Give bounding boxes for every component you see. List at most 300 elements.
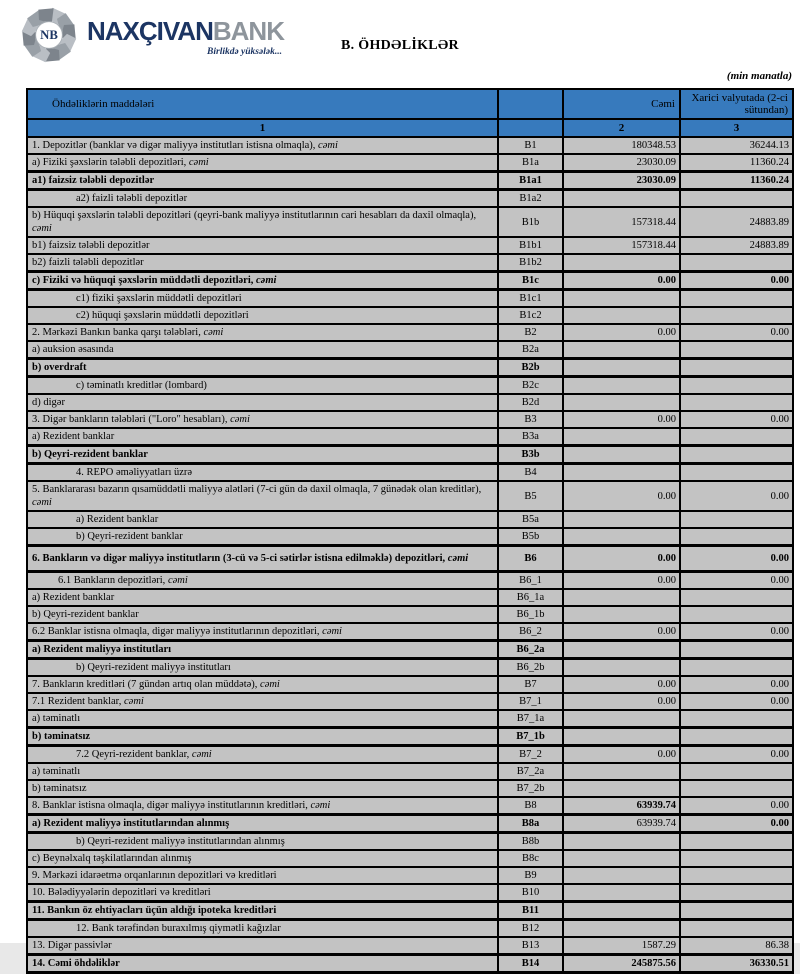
row-code-cell [498, 676, 563, 693]
table-row [27, 955, 793, 973]
row-code-cell [498, 546, 563, 572]
row-label: a) Rezident banklar [32, 592, 115, 603]
row-code: B1 [524, 140, 537, 151]
row-total-cell [563, 359, 680, 377]
row-foreign-cell [680, 606, 793, 623]
row-total-cell [563, 377, 680, 395]
row-total-cell [563, 780, 680, 797]
row-code-cell [498, 780, 563, 797]
table-row [27, 797, 793, 815]
row-foreign-cell: 11360.24 [680, 172, 793, 190]
row-label-cell [27, 511, 498, 528]
row-total-cell: 0.00 [563, 411, 680, 428]
row-code: B7_2b [516, 783, 545, 794]
row-code-cell [498, 850, 563, 867]
row-code-cell [498, 359, 563, 377]
table-row [27, 780, 793, 797]
row-foreign-cell: 86.38 [680, 937, 793, 955]
table-row [27, 623, 793, 641]
row-foreign-cell [680, 833, 793, 851]
row-code-cell [498, 867, 563, 884]
row-code: B13 [521, 940, 540, 951]
table-header-row [27, 89, 793, 119]
header-code-cell [498, 89, 563, 119]
row-label: 12. Bank tərəfindən buraxılmış qiymətli kağızlar [76, 923, 281, 934]
row-label-suffix: cəmi [124, 696, 144, 707]
table-row [27, 428, 793, 446]
row-code-cell [498, 464, 563, 482]
table-row [27, 572, 793, 590]
row-label: b) Hüquqi şəxslərin tələbli depozitləri (qeyri-bank maliyyə institutlarının cari hesabları da daxil olmaqla), [32, 210, 477, 221]
row-foreign-cell [680, 763, 793, 780]
row-label-suffix: cəmi [167, 575, 188, 586]
page-title: B. ÖHDƏLİKLƏR [341, 38, 459, 53]
row-foreign-cell [680, 728, 793, 746]
row-total-cell: 0.00 [563, 481, 680, 511]
header-items-label: Öhdəliklərin maddələri [27, 89, 498, 119]
row-label-suffix: cəmi [322, 626, 342, 637]
row-label: b) overdraft [32, 362, 87, 373]
row-foreign-cell: 36330.51 [680, 955, 793, 973]
row-code: B6_2a [516, 644, 545, 655]
row-label: a) təminatlı [32, 766, 81, 777]
bank-logo [20, 6, 284, 64]
row-label-cell [27, 411, 498, 428]
row-label: 6.1 Bankların depozitləri, [58, 575, 168, 586]
table-row [27, 867, 793, 884]
table-row [27, 920, 793, 938]
row-total-cell: 157318.44 [563, 237, 680, 254]
row-code: B1b2 [519, 257, 542, 268]
row-label: a) Rezident maliyyə institutları [32, 644, 172, 655]
row-code-cell [498, 693, 563, 710]
row-label: b) Qeyri-rezident maliyyə institutlarından alınmış [76, 836, 285, 847]
row-foreign-cell: 11360.24 [680, 154, 793, 172]
row-code: B3b [521, 449, 540, 460]
row-code: B7 [524, 679, 537, 690]
row-label-cell [27, 154, 498, 172]
row-label: 7.2 Qeyri-rezident banklar, [76, 749, 192, 760]
row-label: a) Rezident maliyyə institutlarından alınmış [32, 818, 230, 829]
row-total-cell: 0.00 [563, 676, 680, 693]
row-code-cell [498, 589, 563, 606]
table-row [27, 710, 793, 728]
row-label: c2) hüquqi şəxslərin müddətli depozitləri [76, 310, 249, 321]
table-row [27, 937, 793, 955]
row-foreign-cell: 0.00 [680, 623, 793, 641]
row-code: B2c [522, 380, 539, 391]
row-label-cell [27, 780, 498, 797]
row-code-cell [498, 272, 563, 290]
row-foreign-cell [680, 884, 793, 902]
row-code: B6_1 [519, 575, 542, 586]
row-total-cell [563, 641, 680, 659]
row-label-cell [27, 446, 498, 464]
table-row [27, 190, 793, 208]
row-label-cell [27, 693, 498, 710]
row-foreign-cell [680, 902, 793, 920]
row-code-cell [498, 746, 563, 764]
row-foreign-cell [680, 464, 793, 482]
table-row [27, 641, 793, 659]
table-row [27, 359, 793, 377]
row-code-cell [498, 659, 563, 677]
row-code: B1b1 [519, 240, 542, 251]
row-label-suffix: cəmi [230, 414, 250, 425]
row-code: B6 [524, 553, 537, 564]
table-row [27, 154, 793, 172]
bank-name-primary: NAXÇIVAN [87, 16, 213, 46]
row-code: B7_1b [516, 731, 545, 742]
row-foreign-cell: 0.00 [680, 324, 793, 341]
colnum-3: 3 [680, 119, 793, 137]
bank-name-secondary: BANK [212, 16, 284, 46]
row-label: b) Qeyri-rezident banklar [32, 609, 139, 620]
row-label: a) Rezident banklar [32, 431, 115, 442]
row-code-cell [498, 154, 563, 172]
row-label-cell [27, 746, 498, 764]
row-foreign-cell: 0.00 [680, 746, 793, 764]
row-foreign-cell [680, 428, 793, 446]
colnum-code [498, 119, 563, 137]
row-label-cell [27, 481, 498, 511]
row-label: b) Qeyri-rezident banklar [32, 449, 148, 460]
nb-monogram: NB [40, 28, 58, 43]
row-total-cell [563, 710, 680, 728]
table-colnum-row [27, 119, 793, 137]
row-label-cell [27, 428, 498, 446]
row-code-cell [498, 528, 563, 546]
row-code: B8b [521, 836, 540, 847]
table-row [27, 902, 793, 920]
row-label: a) Rezident banklar [76, 514, 159, 525]
row-code-cell [498, 377, 563, 395]
row-label: a) Fiziki şəxslərin tələbli depozitləri, [32, 157, 189, 168]
table-row [27, 137, 793, 154]
row-code-cell [498, 920, 563, 938]
row-label: 5. Banklararası bazarın qısamüddətli maliyyə alətləri (7-ci gün də daxil olmaqla, 7 günədək olan kreditlər), [32, 484, 482, 495]
row-total-cell: 0.00 [563, 272, 680, 290]
table-row [27, 411, 793, 428]
row-code-cell [498, 428, 563, 446]
row-total-cell [563, 428, 680, 446]
row-label: 7. Bankların kreditləri (7 gündən artıq olan müddətə), [32, 679, 261, 690]
table-row [27, 728, 793, 746]
row-total-cell [563, 190, 680, 208]
row-label-cell [27, 394, 498, 411]
row-foreign-cell [680, 589, 793, 606]
row-foreign-cell [680, 290, 793, 308]
row-total-cell [563, 920, 680, 938]
row-label: a) auksion əsasında [32, 344, 114, 355]
table-row [27, 850, 793, 867]
row-code: B6_1a [516, 592, 545, 603]
row-label-cell [27, 763, 498, 780]
table-row [27, 589, 793, 606]
row-label-suffix: cəmi [188, 157, 209, 168]
row-label: c) Beynəlxalq təşkilatlarından alınmış [32, 853, 192, 864]
table-row [27, 546, 793, 572]
row-label: 1. Depozitlər (banklar və digər maliyyə institutları istisna olmaqla), [32, 140, 319, 151]
row-label-cell [27, 290, 498, 308]
logo-text [87, 18, 284, 57]
row-foreign-cell [680, 307, 793, 324]
row-code: B6_2 [519, 626, 542, 637]
row-foreign-cell [680, 920, 793, 938]
row-code: B1c [522, 275, 539, 286]
row-code-cell [498, 137, 563, 154]
row-foreign-cell [680, 377, 793, 395]
row-total-cell [563, 254, 680, 272]
row-total-cell [563, 290, 680, 308]
row-code: B2b [521, 362, 540, 373]
row-label-cell [27, 676, 498, 693]
row-total-cell [563, 867, 680, 884]
row-foreign-cell [680, 511, 793, 528]
row-label-cell [27, 528, 498, 546]
row-foreign-cell [680, 394, 793, 411]
row-total-cell [563, 589, 680, 606]
row-total-cell [563, 902, 680, 920]
table-row [27, 237, 793, 254]
row-code: B3a [522, 431, 539, 442]
row-code: B1b [521, 216, 540, 228]
row-label: 6.2 Banklar istisna olmaqla, digər maliyyə institutlarının depozitləri, [32, 626, 323, 637]
row-label: 11. Bankın öz ehtiyacları üçün aldığı ipoteka kreditləri [32, 905, 277, 916]
table-row [27, 659, 793, 677]
row-total-cell: 0.00 [563, 623, 680, 641]
row-label-cell [27, 546, 498, 572]
row-label-cell [27, 572, 498, 590]
table-row [27, 481, 793, 511]
row-total-cell [563, 763, 680, 780]
row-label-suffix: cəmi [310, 800, 331, 811]
row-label-cell [27, 902, 498, 920]
row-label: 9. Mərkəzi idarəetmə orqanlarının depozitləri və kreditləri [32, 870, 277, 881]
row-code: B2d [521, 397, 540, 408]
pinwheel-logo-icon [20, 6, 78, 64]
table-row [27, 446, 793, 464]
row-label-cell [27, 359, 498, 377]
row-label: b) Qeyri-rezident maliyyə institutları [76, 662, 231, 673]
row-label: 6. Bankların və digər maliyyə institutların (3-cü və 5-ci sətirlər istisna edilməklə) depozitləri, [32, 553, 448, 564]
row-label-cell [27, 606, 498, 623]
row-label-cell [27, 207, 498, 237]
row-label-cell [27, 377, 498, 395]
row-total-cell: 0.00 [563, 693, 680, 710]
row-foreign-cell: 24883.89 [680, 237, 793, 254]
row-label: a1) faizsiz tələbli depozitlər [32, 175, 155, 186]
row-code: B6_2b [516, 662, 545, 673]
row-code: B7_2 [519, 749, 542, 760]
row-label-cell [27, 324, 498, 341]
row-foreign-cell: 0.00 [680, 693, 793, 710]
row-total-cell [563, 446, 680, 464]
row-label: b2) faizli tələbli depozitlər [32, 257, 144, 268]
row-label: b) Qeyri-rezident banklar [76, 531, 183, 542]
row-code-cell [498, 290, 563, 308]
row-code-cell [498, 341, 563, 359]
row-label-cell [27, 307, 498, 324]
row-foreign-cell [680, 528, 793, 546]
row-code-cell [498, 307, 563, 324]
row-label-suffix: cəmi [256, 275, 277, 286]
row-label-cell [27, 937, 498, 955]
table-row [27, 341, 793, 359]
row-label: d) digər [32, 397, 65, 408]
row-code-cell [498, 172, 563, 190]
row-label-suffix: cəmi [203, 327, 224, 338]
row-label-cell [27, 815, 498, 833]
table-row [27, 324, 793, 341]
row-label-suffix: cəmi [191, 749, 212, 760]
row-foreign-cell [680, 780, 793, 797]
row-label-cell [27, 254, 498, 272]
row-code: B1a1 [519, 175, 542, 186]
row-total-cell: 63939.74 [563, 797, 680, 815]
table-row [27, 606, 793, 623]
row-code-cell [498, 955, 563, 973]
row-total-cell [563, 606, 680, 623]
row-total-cell [563, 307, 680, 324]
row-label-cell [27, 850, 498, 867]
row-foreign-cell [680, 867, 793, 884]
table-row [27, 693, 793, 710]
row-code: B5 [524, 490, 537, 502]
table-row [27, 511, 793, 528]
row-foreign-cell: 36244.13 [680, 137, 793, 154]
table-row [27, 833, 793, 851]
row-label: b) təminatsız [32, 783, 87, 794]
row-label: 14. Cəmi öhdəliklər [32, 958, 120, 969]
row-label-cell [27, 589, 498, 606]
row-code-cell [498, 728, 563, 746]
row-foreign-cell: 0.00 [680, 815, 793, 833]
row-label-suffix: cəmi [318, 140, 338, 151]
row-code-cell [498, 511, 563, 528]
row-total-cell: 180348.53 [563, 137, 680, 154]
row-code-cell [498, 411, 563, 428]
row-total-cell: 23030.09 [563, 172, 680, 190]
table-row [27, 207, 793, 237]
header-foreign-label: Xarici valyutada (2-ci sütundan) [680, 89, 793, 119]
table-body [27, 137, 793, 973]
row-code-cell [498, 797, 563, 815]
row-code: B7_1a [516, 713, 545, 724]
row-code-cell [498, 833, 563, 851]
row-label: 10. Bələdiyyələrin depozitləri və kreditləri [32, 887, 211, 898]
row-label: c) təminatlı kreditlər (lombard) [76, 380, 207, 391]
row-total-cell [563, 850, 680, 867]
row-foreign-cell: 0.00 [680, 272, 793, 290]
row-foreign-cell: 24883.89 [680, 207, 793, 237]
row-label: c) Fiziki və hüquqi şəxslərin müddətli depozitləri, [32, 275, 257, 286]
row-label-suffix: cəmi [447, 553, 469, 564]
row-foreign-cell [680, 710, 793, 728]
row-label: 2. Mərkəzi Bankın banka qarşı tələbləri, [32, 327, 204, 338]
row-code: B2 [524, 327, 537, 338]
row-label-cell [27, 710, 498, 728]
row-code: B11 [522, 905, 539, 916]
row-label-cell [27, 272, 498, 290]
row-label: c1) fiziki şəxslərin müddətli depozitləri [76, 293, 242, 304]
row-total-cell [563, 659, 680, 677]
colnum-2: 2 [563, 119, 680, 137]
row-label: a) təminatlı [32, 713, 81, 724]
row-label-cell [27, 867, 498, 884]
row-label-cell [27, 341, 498, 359]
row-code-cell [498, 884, 563, 902]
row-total-cell: 0.00 [563, 572, 680, 590]
row-total-cell: 0.00 [563, 746, 680, 764]
row-code-cell [498, 710, 563, 728]
row-total-cell [563, 833, 680, 851]
row-foreign-cell [680, 359, 793, 377]
row-label-cell [27, 833, 498, 851]
row-foreign-cell [680, 850, 793, 867]
row-label-cell [27, 172, 498, 190]
row-foreign-cell [680, 446, 793, 464]
row-code-cell [498, 902, 563, 920]
bank-tagline: Birlikdə yüksələk... [207, 47, 282, 57]
liabilities-table [26, 88, 794, 974]
row-code: B1c2 [519, 310, 542, 321]
row-code: B6_1b [516, 609, 545, 620]
row-label: 8. Banklar istisna olmaqla, digər maliyyə institutlarının kreditləri, [32, 800, 311, 811]
row-total-cell [563, 511, 680, 528]
row-label-suffix: cəmi [32, 223, 52, 234]
row-label-cell [27, 137, 498, 154]
row-label-cell [27, 728, 498, 746]
row-label: b) təminatsız [32, 731, 91, 742]
row-code-cell [498, 641, 563, 659]
table-row [27, 464, 793, 482]
row-label-cell [27, 659, 498, 677]
row-total-cell: 0.00 [563, 324, 680, 341]
row-code: B1a2 [519, 193, 542, 204]
row-foreign-cell [680, 659, 793, 677]
table-row [27, 254, 793, 272]
row-code-cell [498, 190, 563, 208]
row-total-cell [563, 884, 680, 902]
row-total-cell [563, 728, 680, 746]
row-label-suffix: cəmi [260, 679, 280, 690]
row-code: B4 [524, 467, 537, 478]
row-total-cell: 63939.74 [563, 815, 680, 833]
row-code-cell [498, 207, 563, 237]
table-row [27, 377, 793, 395]
row-code-cell [498, 763, 563, 780]
row-foreign-cell: 0.00 [680, 546, 793, 572]
row-code-cell [498, 446, 563, 464]
row-foreign-cell: 0.00 [680, 411, 793, 428]
row-code-cell [498, 572, 563, 590]
row-code-cell [498, 481, 563, 511]
table-row [27, 528, 793, 546]
table-row [27, 815, 793, 833]
row-label-cell [27, 797, 498, 815]
row-code-cell [498, 815, 563, 833]
row-foreign-cell [680, 190, 793, 208]
row-label: a2) faizli tələbli depozitlər [76, 193, 188, 204]
row-foreign-cell: 0.00 [680, 797, 793, 815]
row-foreign-cell: 0.00 [680, 481, 793, 511]
row-code: B9 [524, 870, 537, 881]
row-code: B2a [522, 344, 539, 355]
row-code-cell [498, 606, 563, 623]
row-label-suffix: cəmi [32, 497, 52, 508]
row-label: 4. REPO əməliyyatları üzrə [76, 467, 193, 478]
